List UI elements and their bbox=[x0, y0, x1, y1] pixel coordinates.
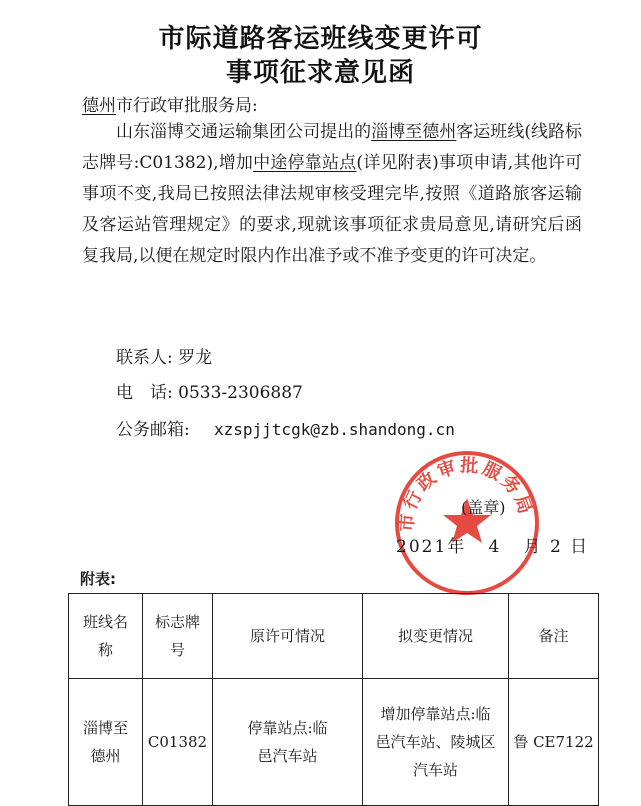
table-cell: 淄博至德州 bbox=[69, 679, 143, 806]
date-year-char: 年 bbox=[447, 537, 467, 557]
body-paragraph bbox=[82, 117, 582, 272]
table-row bbox=[69, 679, 599, 806]
addressee bbox=[82, 94, 258, 118]
contact-phone-value: 0533-2306887 bbox=[178, 383, 303, 403]
table-header-cell: 备注 bbox=[509, 594, 599, 679]
document-title-line2: 事项征求意见函 bbox=[225, 58, 415, 88]
table-cell: 增加停靠站点:临邑汽车站、陵城区汽车站 bbox=[363, 679, 509, 806]
date-month: 4 bbox=[488, 537, 502, 557]
date-day-char: 日 bbox=[570, 537, 590, 557]
date-month-char: 月 bbox=[523, 537, 543, 557]
change-item: 中途停靠站点 bbox=[253, 153, 357, 173]
table-header-cell: 班线名称 bbox=[69, 594, 143, 679]
date-day: 2 bbox=[549, 537, 563, 557]
annex-table bbox=[68, 593, 599, 806]
plate-number: C01382 bbox=[139, 153, 207, 173]
contact-phone bbox=[116, 381, 303, 405]
seal-note: (盖章) bbox=[461, 498, 506, 517]
table-header-cell: 原许可情况 bbox=[213, 594, 363, 679]
contact-phone-label: 电 话: bbox=[116, 383, 173, 403]
seal-text: 市行政审批服务局 bbox=[396, 455, 537, 533]
table-header-cell: 标志牌号 bbox=[143, 594, 213, 679]
table-cell: 停靠站点:临邑汽车站 bbox=[213, 679, 363, 806]
addressee-rest: 市行政审批服务局: bbox=[116, 96, 258, 116]
contact-person-name: 罗龙 bbox=[178, 348, 213, 368]
body-text-1: 山东淄博交通运输集团公司提出的 bbox=[116, 122, 372, 142]
table-header-row bbox=[69, 594, 599, 679]
body-text-2: 客运班线(线路标志牌号: bbox=[82, 122, 583, 173]
route-name: 淄博至德州 bbox=[371, 122, 457, 142]
body-text-4: (详见附表)事项申请,其他许可事项不变,我局已按照法律法规审核受理完毕,按照《道路旅客运输及客运站管理规定》的要求,现就该事项征求贵局意见,请研究后函复我局,以便在规定时限内作出准予或不准予变更的许可决定。 bbox=[82, 153, 582, 266]
official-seal bbox=[392, 448, 542, 598]
table-header-cell: 拟变更情况 bbox=[363, 594, 509, 679]
table-cell: 鲁 CE7122 bbox=[509, 679, 599, 806]
body-text-3: ),增加 bbox=[206, 153, 254, 173]
annex-label: 附表: bbox=[80, 570, 116, 588]
contact-person-label: 联系人: bbox=[116, 348, 173, 368]
contact-email-label: 公务邮箱: bbox=[116, 420, 190, 440]
document-date bbox=[396, 532, 589, 557]
date-year: 2021 bbox=[396, 537, 448, 557]
addressee-city: 德州 bbox=[82, 96, 116, 116]
document-title-line1: 市际道路客运班线变更许可 bbox=[158, 24, 483, 54]
contact-person bbox=[116, 346, 212, 370]
table-cell: C01382 bbox=[143, 679, 213, 806]
contact-email-value: xzspjjtcgk@zb.shandong.cn bbox=[214, 420, 455, 439]
contact-email bbox=[116, 418, 455, 442]
